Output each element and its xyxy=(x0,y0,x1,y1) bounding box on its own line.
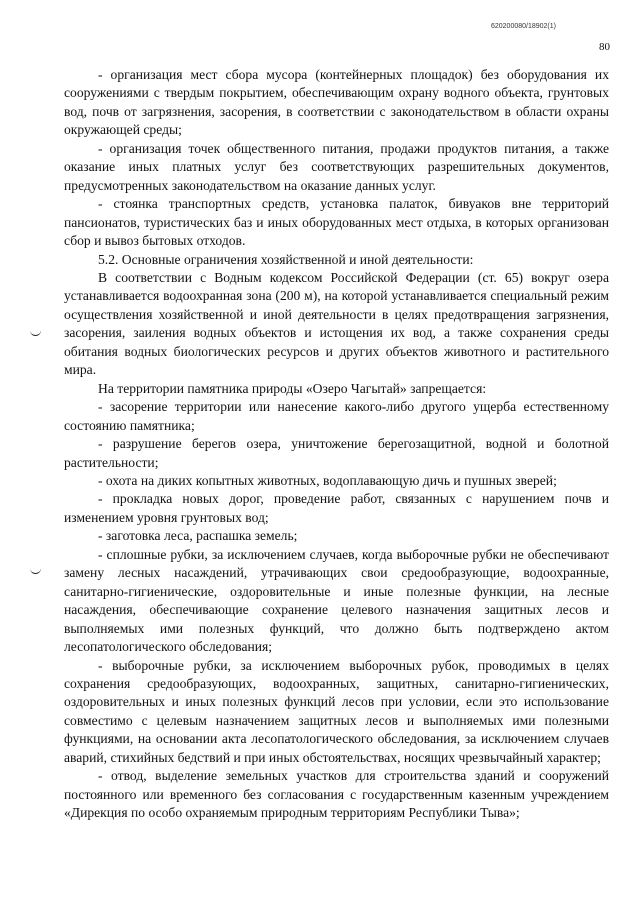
paragraph: - стоянка транспортных средств, установка палаток, бивуаков вне территорий пансионатов, туристических баз и иных оборудованных мест отдыха, в которых организован сбор и вывоз бытовых отходов. xyxy=(64,196,609,249)
list-item: - засорение территории или нанесение какого-либо другого ущерба естественному состоянию памятника; xyxy=(64,399,609,433)
list-item: - сплошные рубки, за исключением случаев, когда выборочные рубки не обеспечивают замену лесных насаждений, утрачивающих свои средообразующие, водоохранные, санитарно-гигиенические, оздоровительные и иные полезные функции, на лесные насаждения, обеспечивающие сохранение целевого назначения защитных лесов и выполняемых ими полезных функций, что должно быть подтверждено актом лесопатологического обследования; xyxy=(64,546,609,655)
list-item: - заготовка леса, распашка земель; xyxy=(98,528,298,544)
section-heading: 5.2. Основные ограничения хозяйственной и иной деятельности: xyxy=(98,251,474,267)
list-item: - отвод, выделение земельных участков для строительства зданий и сооружений постоянного или временного без согласования с государственным казенным учреждением «Дирекция по особо охраняемым природным территориям Республики Тыва»; xyxy=(64,768,609,821)
paragraph: На территории памятника природы «Озеро Чагытай» запрещается: xyxy=(98,380,487,396)
list-item: - выборочные рубки, за исключением выборочных рубок, проводимых в целях сохранения средообразующих, водоохранных, защитных, санитарно-гигиенических, оздоровительных и иных полезных функций лесов при условии, если это использование совместимо с целевым назначением защитных лесов и выполняемых ими полезными функциями, на основании акта лесопатологического обследования, за исключением случаев аварий, стихийных бедствий и при иных обстоятельствах, носящих чрезвычайный характер; xyxy=(64,657,609,765)
paragraph: - организация мест сбора мусора (контейнерных площадок) без оборудования их сооружениями с твердым покрытием, обеспечивающим охрану водного объекта, грунтовых вод, почв от загрязнения, засорения, в соответствии с законодательством в области охраны окружающей среды; xyxy=(64,67,609,138)
paragraph: - организация точек общественного питания, продажи продуктов питания, а также оказание иных платных услуг без соответствующих разрешительных документов, предусмотренных законодательством на оказание данных услуг. xyxy=(64,140,609,193)
list-item: - охота на диких копытных животных, водоплавающую дичь и пушных зверей; xyxy=(98,472,557,488)
document-body xyxy=(64,66,609,823)
page-number: 80 xyxy=(599,41,610,53)
margin-mark xyxy=(30,568,41,574)
paragraph: В соответствии с Водным кодексом Российской Федерации (ст. 65) вокруг озера устанавливается водоохранная зона (200 м), на которой устанавливается специальный режим осуществления хозяйственной и иной деятельности в целях предотвращения загрязнения, засорения, заиления водных объектов и истощения их вод, а также сохранения среды обитания водных биологических ресурсов и других объектов животного и растительного мира. xyxy=(64,269,609,378)
list-item: - прокладка новых дорог, проведение работ, связанных с нарушением почв и изменением уровня грунтовых вод; xyxy=(64,491,609,525)
list-item: - разрушение берегов озера, уничтожение берегозащитной, водной и болотной растительности; xyxy=(64,436,609,470)
margin-mark xyxy=(30,330,41,336)
document-id: 620200080/18902(1) xyxy=(490,23,556,30)
